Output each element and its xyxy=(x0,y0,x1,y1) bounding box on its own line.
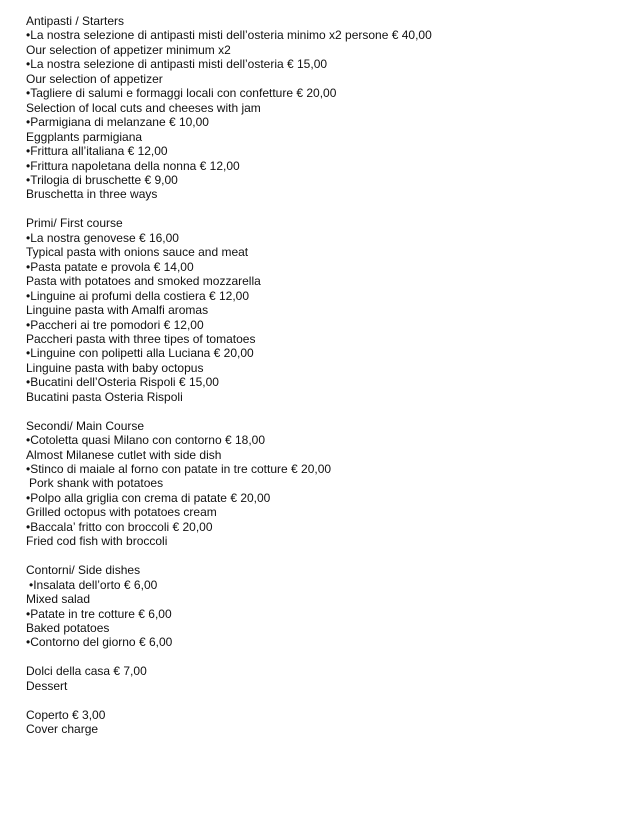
menu-item: •Stinco di maiale al forno con patate in tre cotture € 20,00 xyxy=(26,462,332,477)
menu-item-description: Pasta with potatoes and smoked mozzarella xyxy=(26,274,261,289)
menu-item-description: Linguine pasta with baby octopus xyxy=(26,360,204,375)
menu-item: •Polpo alla griglia con crema di patate € 20,00 xyxy=(26,490,271,505)
section-spacer xyxy=(26,202,626,216)
menu-item-description: Almost Milanese cutlet with side dish xyxy=(26,447,222,462)
menu-item-description: Grilled octopus with potatoes cream xyxy=(26,505,217,520)
menu-section xyxy=(26,216,626,404)
menu-item: •Frittura all’italiana € 12,00 xyxy=(26,144,168,159)
menu-document xyxy=(26,14,626,737)
section-title: Dolci della casa € 7,00 xyxy=(26,664,147,679)
menu-item-description: Linguine pasta with Amalfi aromas xyxy=(26,303,209,318)
section-title: Contorni/ Side dishes xyxy=(26,563,141,578)
menu-section xyxy=(26,419,626,549)
menu-section xyxy=(26,14,626,202)
menu-item: •La nostra selezione di antipasti misti dell’osteria minimo x2 persone € 40,00 xyxy=(26,28,432,43)
menu-item: •Patate in tre cotture € 6,00 xyxy=(26,606,172,621)
menu-item: •Contorno del giorno € 6,00 xyxy=(26,635,173,650)
section-spacer xyxy=(26,404,626,418)
menu-item-description: Paccheri pasta with three tipes of tomatoes xyxy=(26,331,256,346)
menu-item: •Tagliere di salumi e formaggi locali con confetture € 20,00 xyxy=(26,86,337,101)
menu-item-description: Typical pasta with onions sauce and meat xyxy=(26,245,249,260)
menu-item: •Pasta patate e provola € 14,00 xyxy=(26,259,194,274)
section-title: Primi/ First course xyxy=(26,216,123,231)
menu-section xyxy=(26,708,626,737)
menu-item-description: Dessert xyxy=(26,678,68,693)
menu-item-description: Bruschetta in three ways xyxy=(26,187,158,202)
menu-item-description: Pork shank with potatoes xyxy=(29,476,164,491)
section-spacer xyxy=(26,549,626,563)
section-title: Secondi/ Main Course xyxy=(26,418,145,433)
menu-item: •Linguine ai profumi della costiera € 12,00 xyxy=(26,288,250,303)
section-title: Coperto € 3,00 xyxy=(26,707,106,722)
menu-section xyxy=(26,664,626,693)
menu-item: •La nostra selezione di antipasti misti dell’osteria € 15,00 xyxy=(26,57,328,72)
menu-item-description: Fried cod fish with broccoli xyxy=(26,534,168,549)
section-title: Antipasti / Starters xyxy=(26,14,125,28)
menu-item-description: Our selection of appetizer xyxy=(26,71,163,86)
menu-item-description: Mixed salad xyxy=(26,592,91,607)
menu-item: •Paccheri ai tre pomodori € 12,00 xyxy=(26,317,204,332)
menu-item: •Frittura napoletana della nonna € 12,00 xyxy=(26,158,240,173)
menu-item: •Parmigiana di melanzane € 10,00 xyxy=(26,115,209,130)
section-spacer xyxy=(26,650,626,664)
menu-item-description: Baked potatoes xyxy=(26,620,110,635)
menu-section xyxy=(26,563,626,650)
menu-item: •Insalata dell’orto € 6,00 xyxy=(29,577,158,592)
menu-item: •Bucatini dell’Osteria Rispoli € 15,00 xyxy=(26,375,219,390)
section-spacer xyxy=(26,693,626,707)
menu-item: •Linguine con polipetti alla Luciana € 20,00 xyxy=(26,346,254,361)
menu-item: •Cotoletta quasi Milano con contorno € 18,00 xyxy=(26,433,266,448)
menu-item-description: Bucatini pasta Osteria Rispoli xyxy=(26,389,183,404)
menu-item-description: Selection of local cuts and cheeses with jam xyxy=(26,100,261,115)
menu-item: •Baccala’ fritto con broccoli € 20,00 xyxy=(26,519,213,534)
menu-item-description: Our selection of appetizer minimum x2 xyxy=(26,42,231,57)
menu-item-description: Cover charge xyxy=(26,722,99,737)
menu-item: •Trilogia di bruschette € 9,00 xyxy=(26,172,178,187)
menu-item-description: Eggplants parmigiana xyxy=(26,129,143,144)
menu-item: •La nostra genovese € 16,00 xyxy=(26,230,179,245)
